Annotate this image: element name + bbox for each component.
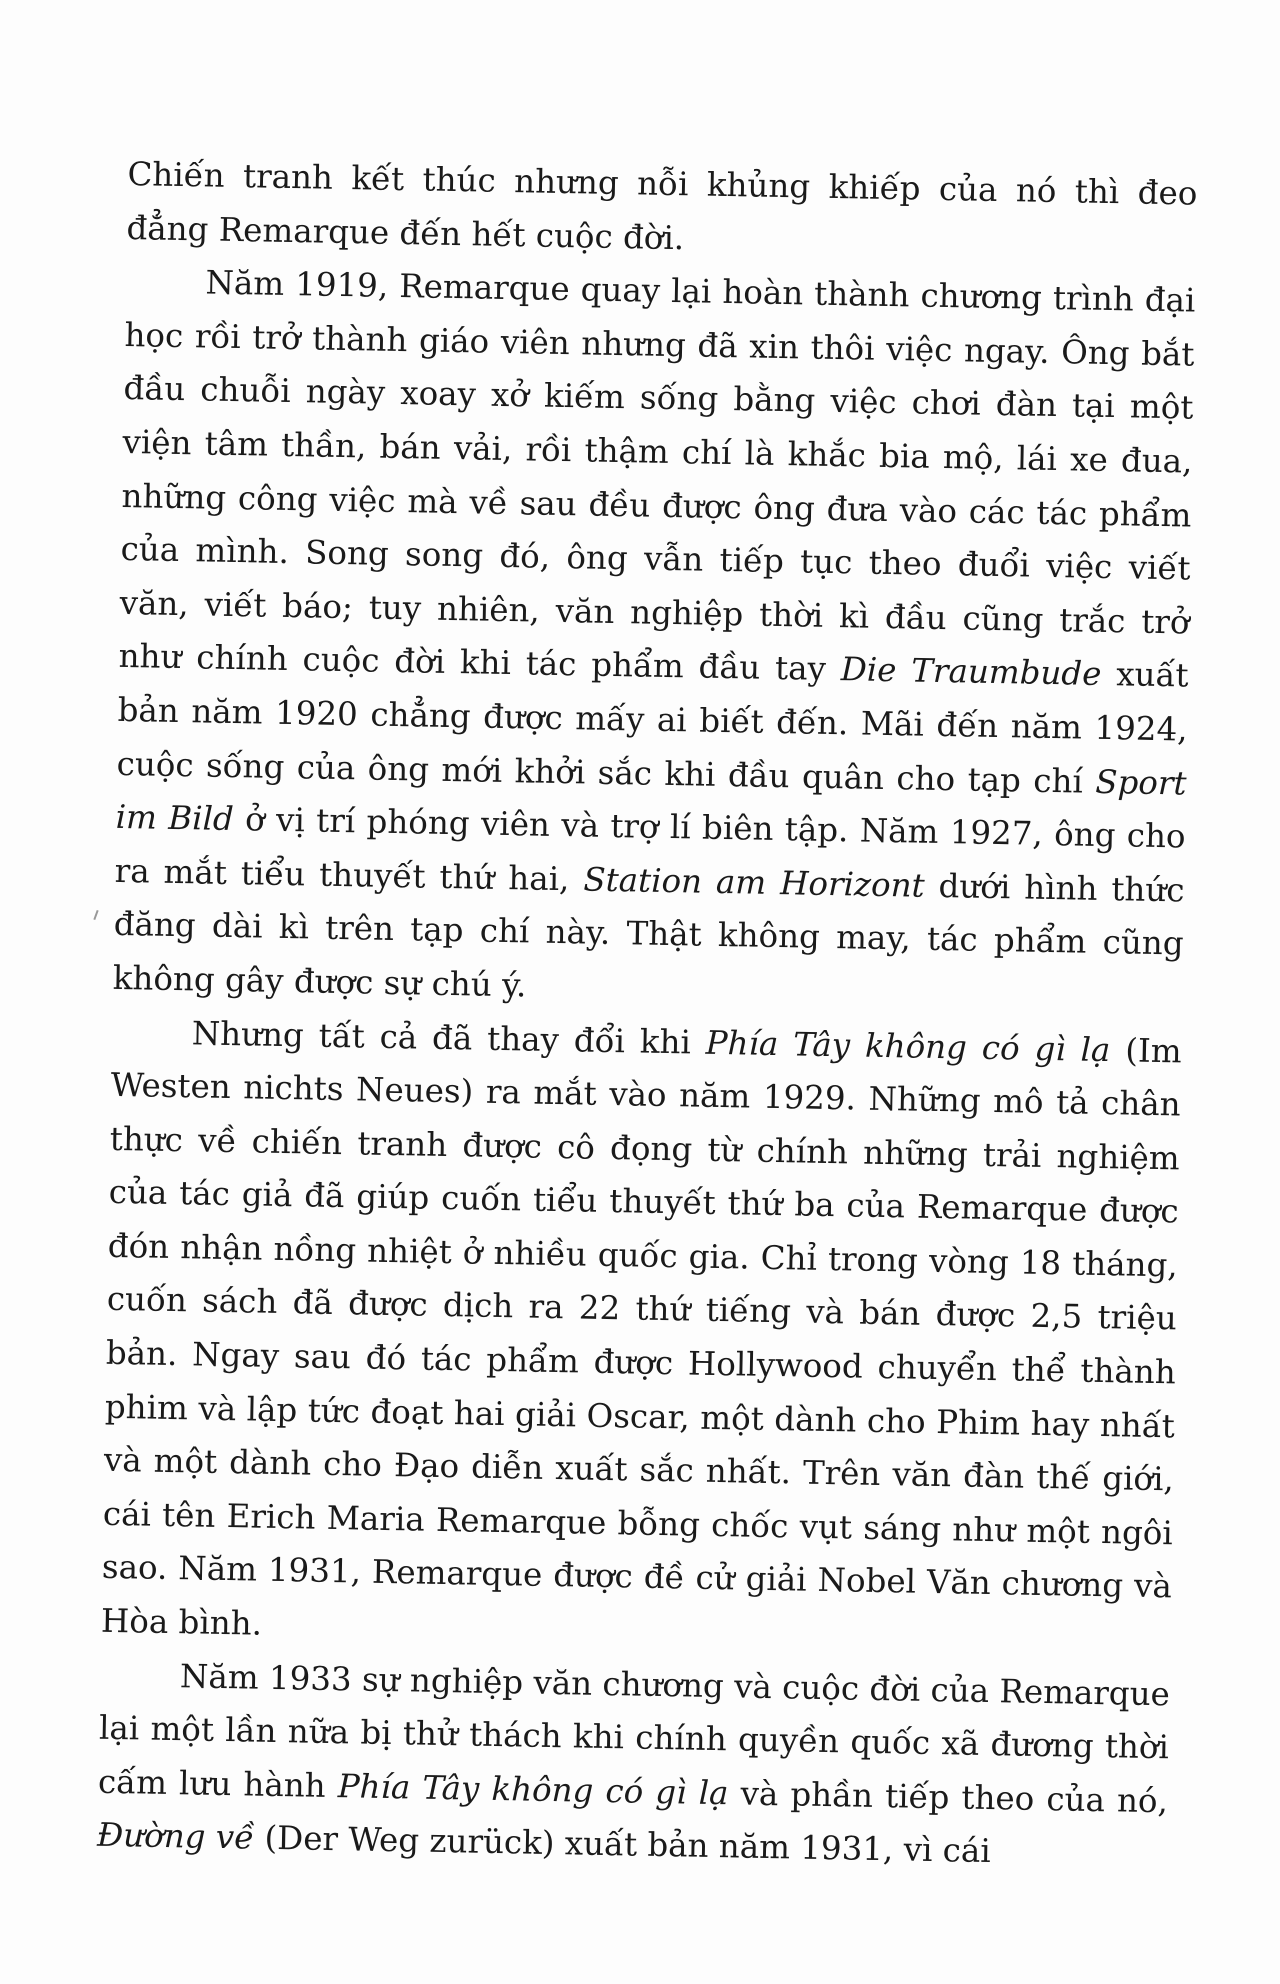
- book-title-phia-tay: Phía Tây không có gì lạ: [705, 1023, 1111, 1069]
- book-title-duong-ve: Đường về: [96, 1816, 255, 1857]
- paragraph-3-text-a: Nhưng tất cả đã thay đổi khi: [191, 1013, 707, 1062]
- paragraph-2-text-d: dưới hình thức đăng dài kì trên tạp chí này. Thật không may, tác phẩm cũng không gây được sự chú ý.: [112, 866, 1185, 1005]
- paragraph-2: [112, 255, 1196, 1025]
- paragraph-1: [126, 148, 1198, 275]
- magazine-title-sport-im-bild: Sport im Bild: [115, 762, 1187, 839]
- paper-speck: [93, 910, 98, 920]
- paragraph-4: [97, 1648, 1171, 1882]
- page-body-text: [97, 148, 1198, 1882]
- paragraph-4-text-b: và phần tiếp theo của nó,: [728, 1774, 1169, 1821]
- paragraph-3-text-b: (Im Westen nichts Neues) ra mắt vào năm 1929. Những mô tả chân thực về chiến tranh được cô đọng từ chính những trải nghiệm của tác giả đã giúp cuốn tiểu thuyết thứ ba của Remarque được đón nhận nồng nhiệt ở nhiều quốc gia. Chỉ trong vòng 18 tháng, cuốn sách đã được dịch ra 22 thứ tiếng và bán được 2,5 triệu bản. Ngay sau đó tác phẩm được Hollywood chuyển thể thành phim và lập tức đoạt hai giải Oscar, một dành cho Phim hay nhất và một dành cho Đạo diễn xuất sắc nhất. Trên văn đàn thế giới, cái tên Erich Maria Remarque bỗng chốc vụt sáng như một ngôi sao. Năm 1931, Remarque được đề cử giải Nobel Văn chương và Hòa bình.: [100, 1030, 1182, 1643]
- book-title-phia-tay-2: Phía Tây không có gì lạ: [337, 1766, 729, 1813]
- paragraph-3: [101, 1005, 1183, 1668]
- book-title-die-traumbude: Die Traumbude: [840, 650, 1102, 694]
- paragraph-1-text: Chiến tranh kết thúc nhưng nỗi khủng khiếp của nó thì đeo đẳng Remarque đến hết cuộc đời.: [126, 154, 1198, 257]
- paragraph-4-text-a: Năm 1933 sự nghiệp văn chương và cuộc đời của Remarque lại một lần nữa bị thử thách khi chính quyền quốc xã đương thời cấm lưu hành: [97, 1656, 1171, 1805]
- book-title-station-am-horizont: Station am Horizont: [583, 860, 926, 905]
- paragraph-2-text-a: Năm 1919, Remarque quay lại hoàn thành chương trình đại học rồi trở thành giáo viên nhưng đã xin thôi việc ngay. Ông bắt đầu chuỗi ngày xoay xở kiếm sống bằng việc chơi đàn tại một viện tâm thần, bán vải, rồi thậm chí là khắc bia mộ, lái xe đua, những công việc mà về sau đều được ông đưa vào các tác phẩm của mình. Song song đó, ông vẫn tiếp tục theo đuổi việc viết văn, viết báo; tuy nhiên, văn nghiệp thời kì đầu cũng trắc trở như chính cuộc đời khi tác phẩm đầu tay: [118, 263, 1196, 689]
- paragraph-2-text-c: ở vị trí phóng viên và trợ lí biên tập. Năm 1927, ông cho ra mắt tiểu thuyết thứ hai,: [114, 800, 1186, 899]
- paragraph-2-text-b: xuất bản năm 1920 chẳng được mấy ai biết đến. Mãi đến năm 1924, cuộc sống của ông mới khởi sắc khi đầu quân cho tạp chí: [116, 655, 1189, 801]
- paragraph-4-text-c: (Der Weg zurück) xuất bản năm 1931, vì cái: [253, 1819, 992, 1871]
